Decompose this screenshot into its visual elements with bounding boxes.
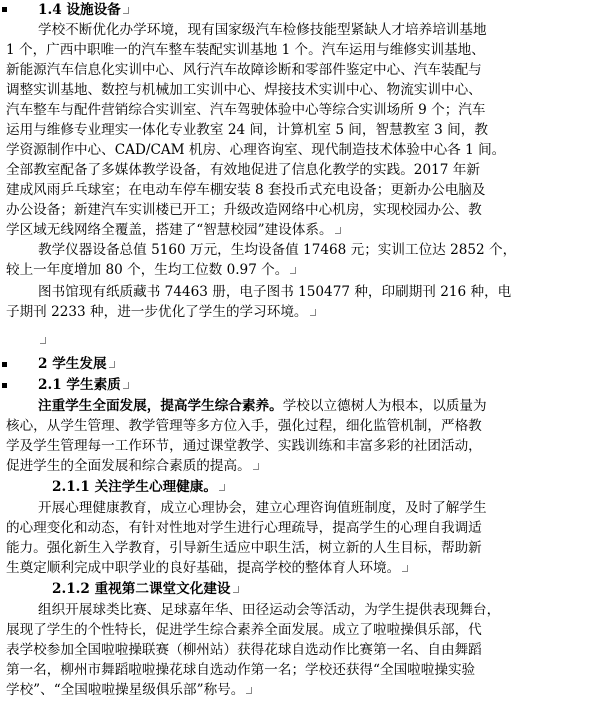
text-line: 学及学生管理每一工作环节，通过课堂教学、实践训练和丰富多彩的社团活动， (6, 438, 482, 454)
paragraph-line (38, 396, 590, 416)
text-line: 图书馆现有纸质藏书 74463 册，电子图书 150477 种，印刷期刊 216 种，电 (38, 284, 512, 300)
section-heading (38, 0, 590, 20)
heading-bullet (2, 383, 7, 388)
paragraph-line (6, 100, 590, 120)
text-line: 的心理变化和动态，有针对性地对学生进行心理疏导，提高学生的心理自我调适 (6, 520, 482, 536)
text-line: 运用与维修专业理实一体化专业教室 24 间，计算机室 5 间，智慧教室 3 间，教 (6, 122, 488, 138)
paragraph-line (6, 558, 590, 578)
return-mark-icon (253, 463, 260, 471)
paragraph-line (6, 660, 590, 680)
text-line: 学校不断优化办学环境，现有国家级汽车检修技能型紧缺人才培养培训基地 (38, 22, 487, 38)
empty-paragraph (38, 330, 590, 350)
paragraph-line (6, 80, 590, 100)
text-line: 全部教室配备了多媒体教学设备，有效地促进了信息化教学的实践。2017 年新 (6, 162, 480, 178)
return-mark-icon (246, 687, 253, 695)
section-2-1-2-heading: 2.1.2 重视第二课堂文化建设 (52, 581, 231, 597)
paragraph-line (6, 140, 590, 160)
heading-bullet (2, 7, 7, 12)
text-line: 核心，从学生管理、教学管理等多方位入手，强化过程，细化监管机制，严格教 (6, 418, 482, 434)
text-line: 展现了学生的个性特长，促进学生综合素养全面发展。成立了啦啦操俱乐部，代 (6, 622, 482, 638)
text-line: 新能源汽车信息化实训中心、风行汽车故障诊断和零部件鉴定中心、汽车装配与 (6, 62, 482, 78)
paragraph-line (6, 640, 590, 660)
text-line: 生奠定顺利完成中职学业的良好基础，提高学校的整体育人环境。 (6, 560, 401, 576)
paragraph-line (6, 260, 590, 280)
text-line: 子期刊 2233 种，进一步优化了学生的学习环境。 (6, 304, 308, 320)
section-1-4-heading: 1.4 设施设备 (38, 2, 121, 18)
paragraph-line (6, 60, 590, 80)
section-2-1-1-heading: 2.1.1 关注学生心理健康。 (52, 479, 217, 495)
text-line: 学校以立德树人为根本，以质量为 (282, 398, 487, 414)
text-line: 汽车整车与配件营销综合实训室、汽车驾驶体验中心等综合实训场所 9 个；汽车 (6, 102, 486, 118)
section-2-heading: 2 学生发展 (38, 356, 107, 372)
paragraph-line (38, 20, 590, 40)
paragraph-line (6, 538, 590, 558)
text-line: 能力。强化新生入学教育，引导新生适应中职生活，树立新的人生目标，帮助新 (6, 540, 482, 556)
section-heading (38, 354, 590, 374)
return-mark-icon (310, 309, 317, 317)
paragraph-line (6, 680, 590, 700)
return-mark-icon (219, 484, 226, 492)
paragraph-line (6, 180, 590, 200)
paragraph-line (38, 600, 590, 620)
paragraph-line (6, 456, 590, 476)
return-mark-icon (109, 361, 116, 369)
return-mark-icon (123, 382, 130, 390)
paragraph-line (6, 200, 590, 220)
text-line: 教学仪器设备总值 5160 万元，生均设备值 17468 元；实训工位达 2852 个， (38, 242, 517, 258)
return-mark-icon (402, 565, 409, 573)
return-mark-icon (123, 7, 130, 15)
paragraph-line (38, 498, 590, 518)
text-line: 调整实训基地、数控与机械加工实训中心、焊接技术实训中心、物流实训中心、 (6, 82, 482, 98)
paragraph-line (38, 240, 590, 260)
paragraph-line (6, 436, 590, 456)
text-line: 学资源制作中心、CAD/CAM 机房、心理咨询室、现代制造技术体验中心各 1 间。 (6, 142, 506, 158)
text-line: 表学校参加全国啦啦操联赛（柳州站）获得花球自选动作比赛第一名、自由舞蹈 (6, 642, 482, 658)
heading-bullet (2, 362, 7, 367)
paragraph-line (38, 282, 590, 302)
section-2-1-heading: 2.1 学生素质 (38, 377, 121, 393)
text-line: 办公设备；新建汽车实训楼已开工；升级改造网络中心机房，实现校园办公、教 (6, 202, 482, 218)
return-mark-icon (233, 586, 240, 594)
paragraph-line (6, 518, 590, 538)
paragraph-line (6, 220, 590, 240)
text-line: 建成风雨乒乓球室；在电动车停车棚安装 8 套投币式充电设备；更新办公电脑及 (6, 182, 486, 198)
text-line: 组织开展球类比赛、足球嘉年华、田径运动会等活动，为学生提供表现舞台， (38, 602, 501, 618)
paragraph-line (6, 620, 590, 640)
paragraph-line (6, 416, 590, 436)
paragraph-line (6, 160, 590, 180)
text-line: 较上一年度增加 80 个，生均工位数 0.97 个。 (6, 262, 289, 278)
section-heading (38, 375, 590, 395)
text-line: 促进学生的全面发展和综合素质的提高。 (6, 458, 251, 474)
paragraph-line (6, 120, 590, 140)
section-heading (52, 579, 590, 599)
text-line: 1 个，广西中职唯一的汽车整车装配实训基地 1 个。汽车运用与维修实训基地、 (6, 42, 485, 58)
return-mark-icon (290, 267, 297, 275)
text-line: 开展心理健康教育，成立心理协会，建立心理咨询值班制度，及时了解学生 (38, 500, 487, 516)
section-heading (52, 477, 590, 497)
text-line: 第一名，柳州市舞蹈啦啦操花球自选动作第一名；学校还获得“全国啦啦操实验 (6, 662, 476, 678)
paragraph-line (6, 40, 590, 60)
paragraph-line (6, 302, 590, 322)
lead-sentence: 注重学生全面发展，提高学生综合素养。 (38, 398, 283, 414)
return-mark-icon (40, 337, 47, 345)
text-line: 学区域无线网络全覆盖，搭建了“智慧校园”建设体系。 (6, 222, 333, 238)
text-line: 学校”、“全国啦啦操星级俱乐部”称号。 (6, 682, 245, 698)
return-mark-icon (335, 227, 342, 235)
